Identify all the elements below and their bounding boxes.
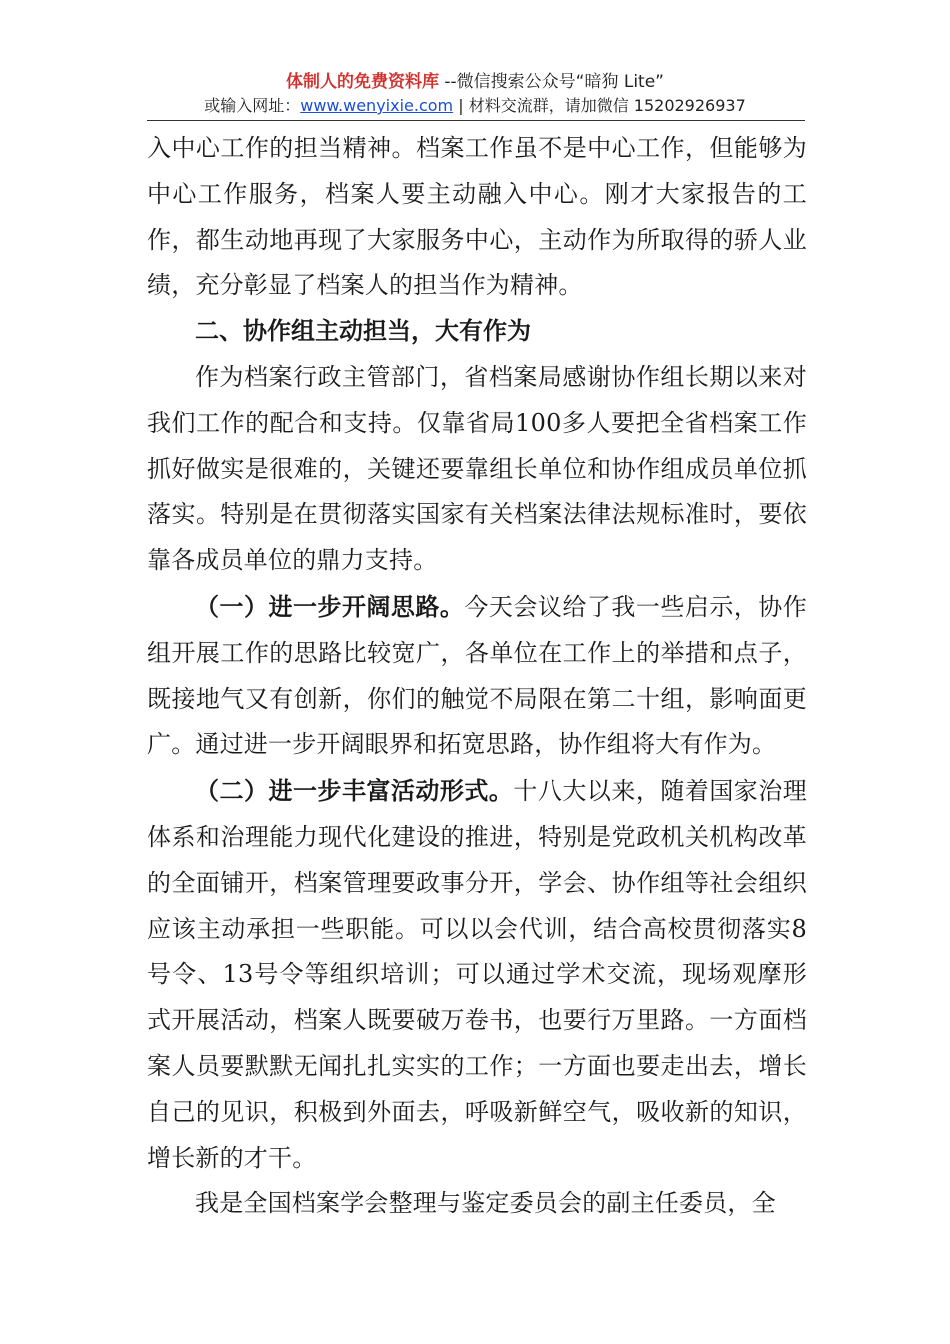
header-line-2 bbox=[0, 94, 950, 118]
section-heading-2: 二、协作组主动担当，大有作为 bbox=[195, 317, 531, 346]
paragraph-last: 我是全国档案学会整理与鉴定委员会的副主任委员，全 bbox=[195, 1189, 776, 1218]
url-prefix: 或输入网址： bbox=[204, 96, 301, 115]
brand-title: 体制人的免费资料库 bbox=[285, 72, 439, 92]
wechat-text: --微信搜索公众号“暗狗 Lite” bbox=[438, 72, 664, 92]
website-link[interactable]: www.wenyixie.com bbox=[300, 96, 454, 115]
page-header bbox=[0, 70, 950, 118]
point-1-title: （一）进一步开阔思路。 bbox=[195, 591, 465, 621]
header-separator: | bbox=[453, 96, 469, 115]
point-2-title: （二）进一步丰富活动形式。 bbox=[195, 776, 514, 806]
header-line-1 bbox=[0, 70, 950, 94]
paragraph-continued: 入中心工作的担当精神。档案工作虽不是中心工作，但能够为中心工作服务，档案人要主动融入中心。刚才大家报告的工作，都生动地再现了大家服务中心，主动作为所取得的骄人业绩，充分彰显了档案人的担当作为精神。 bbox=[147, 134, 807, 300]
document-body bbox=[147, 126, 807, 1227]
paragraph-point-1 bbox=[147, 584, 807, 768]
contact-text: 材料交流群，请加微信 15202926937 bbox=[468, 96, 746, 115]
point-1-text: 今天会议给了我一些启示，协作组开展工作的思路比较宽广，各单位在工作上的举措和点子，既接地气又有创新，你们的触觉不局限在第二十组，影响面更广。通过进一步开阔眼界和拓宽思路，协作组将大有作为。 bbox=[147, 592, 807, 759]
paragraph-point-2 bbox=[147, 768, 807, 1181]
header-divider bbox=[147, 120, 805, 121]
paragraph-intro: 作为档案行政主管部门，省档案局感谢协作组长期以来对我们工作的配合和支持。仅靠省局100多人要把全省档案工作抓好做实是很难的，关键还要靠组长单位和协作组成员单位抓落实。特别是在贯彻落实国家有关档案法律法规标准时，要依靠各成员单位的鼎力支持。 bbox=[147, 362, 807, 575]
point-2-text: 十八大以来，随着国家治理体系和治理能力现代化建设的推进，特别是党政机关机构改革的全面铺开，档案管理要政事分开，学会、协作组等社会组织应该主动承担一些职能。可以以会代训，结合高校贯彻落实8号令、13号令等组织培训；可以通过学术交流，现场观摩形式开展活动，档案人既要破万卷书，也要行万里路。一方面档案人员要默默无闻扎扎实实的工作；一方面也要走出去，增长自己的见识，积极到外面去，呼吸新鲜空气，吸收新的知识，增长新的才干。 bbox=[147, 777, 807, 1172]
